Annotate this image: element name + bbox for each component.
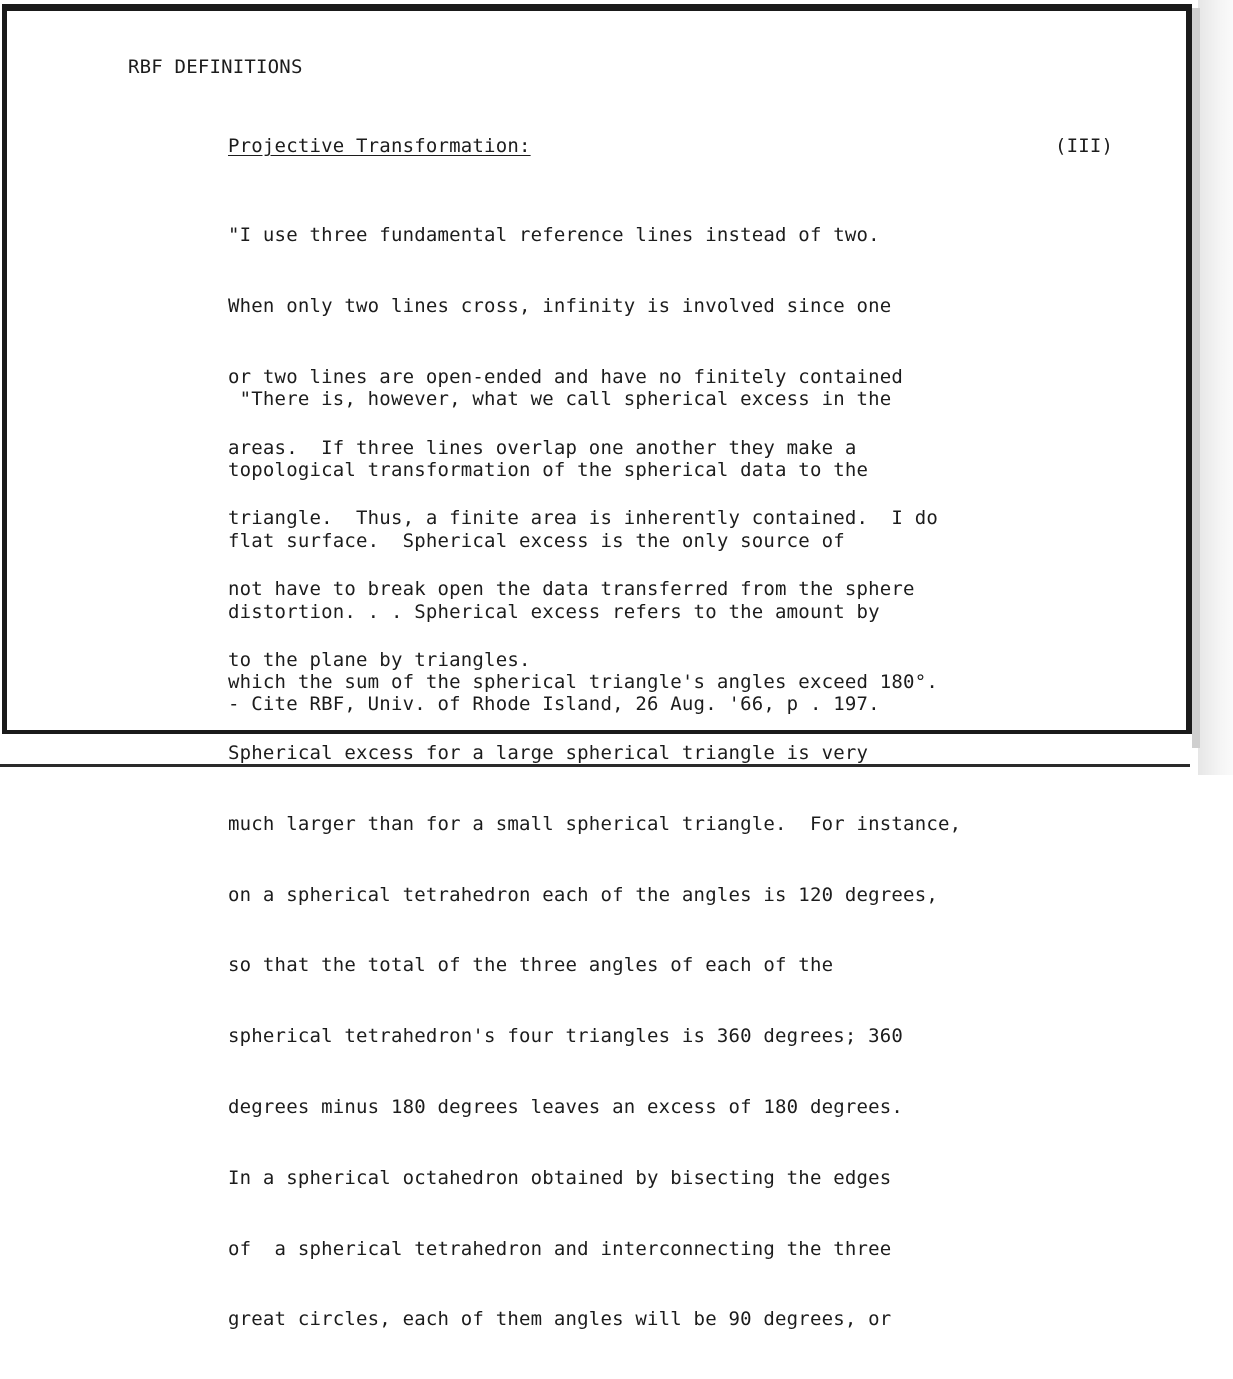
- paragraph-line: "There is, however, what we call spherical excess in the: [228, 388, 892, 411]
- citation: - Cite RBF, Univ. of Rhode Island, 26 Aug. '66, p . 197.: [228, 693, 880, 715]
- card-subtitle: Projective Transformation:: [228, 135, 531, 157]
- paragraph-line: flat surface. Spherical excess is the only source of: [228, 529, 845, 552]
- paragraph-line: "I use three fundamental reference lines instead of two.: [228, 224, 880, 247]
- paragraph-line: triangle. Thus, a finite area is inherently contained. I do: [228, 507, 938, 530]
- paragraph-line: areas. If three lines overlap one another they make a: [228, 436, 857, 459]
- section-number: (III): [1055, 135, 1114, 157]
- paragraph-line: degrees minus 180 degrees leaves an excess of 180 degrees.: [228, 1096, 904, 1118]
- paragraph-line: Spherical excess for a large spherical triangle is very: [228, 742, 869, 765]
- paragraph-line: great circles, each of them angles will be 90 degrees, or: [228, 1308, 892, 1331]
- paragraph-line: on a spherical tetrahedron each of the angles is 120 degrees,: [228, 883, 938, 906]
- scan-edge-shadow: [1198, 0, 1233, 775]
- paragraph-line: topological transformation of the spherical data to the: [228, 458, 869, 481]
- scan-edge-shadow-dark: [1192, 8, 1200, 748]
- paragraph-line: not have to break open the data transferred from the sphere: [228, 578, 915, 601]
- paragraph-line: distortion. . . Spherical excess refers to the amount by: [228, 600, 880, 623]
- paragraph-line: which the sum of the spherical triangle's angles exceed 180°.: [228, 671, 938, 694]
- paragraph-line: When only two lines cross, infinity is involved since one: [228, 294, 892, 317]
- paragraph-line: In a spherical octahedron obtained by bisecting the edges: [228, 1166, 892, 1189]
- paragraph-line: much larger than for a small spherical triangle. For instance,: [228, 812, 962, 835]
- paragraph-line: spherical tetrahedron's four triangles is 360 degrees; 360: [228, 1025, 904, 1048]
- card-heading: RBF DEFINITIONS: [128, 56, 303, 78]
- paragraph-line: so that the total of the three angles of each of the: [228, 954, 834, 977]
- paragraph-line: or two lines are open-ended and have no finitely contained: [228, 365, 904, 388]
- quote-paragraph-2: [228, 341, 961, 1379]
- paragraph-line: of a spherical tetrahedron and interconnecting the three: [228, 1237, 892, 1260]
- paragraph-line: to the plane by triangles.: [228, 648, 531, 671]
